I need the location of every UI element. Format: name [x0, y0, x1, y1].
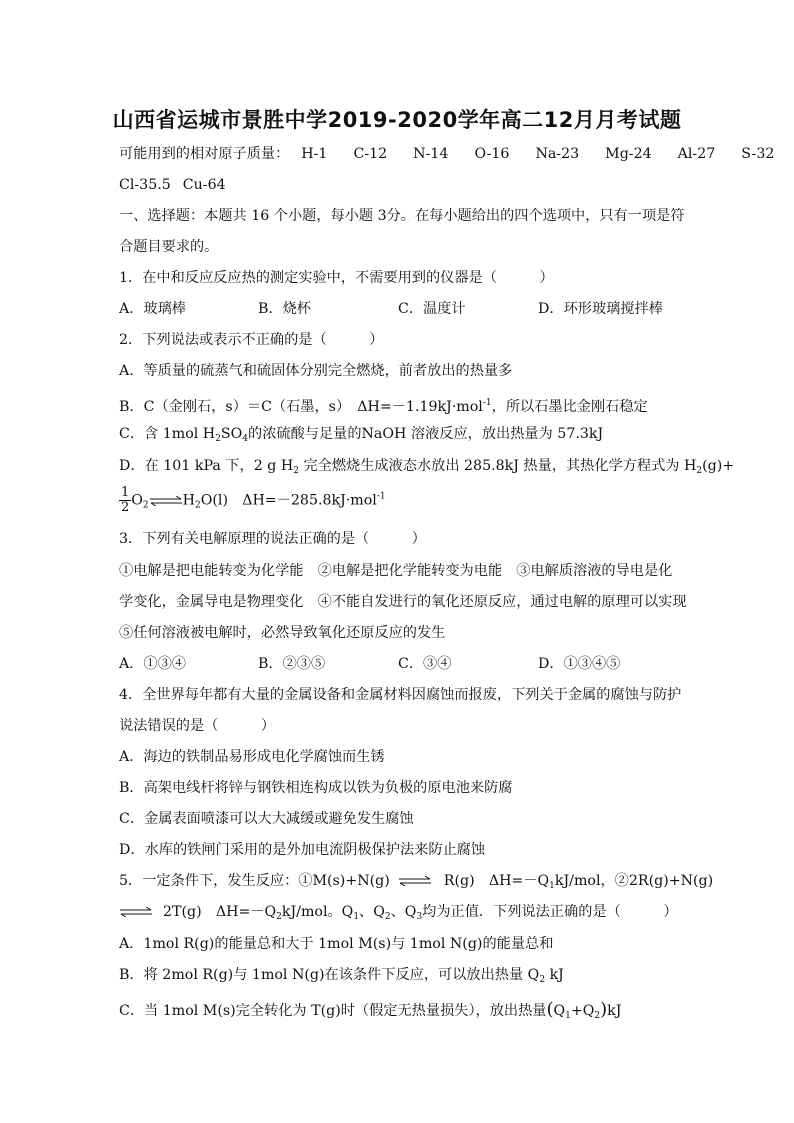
mass-item: Mg-24	[605, 146, 652, 162]
question-4-option-c: C．金属表面喷漆可以大大减缓或避免发生腐蚀	[119, 811, 414, 827]
text: kJ	[545, 967, 564, 983]
superscript: -1	[482, 398, 492, 408]
subscript: 2	[276, 912, 282, 922]
one-half-fraction	[119, 486, 131, 515]
text: Q	[553, 1003, 566, 1019]
mass-item: Cl-35.5	[119, 177, 171, 193]
mass-item: C-12	[353, 146, 388, 162]
text: 的浓硫酸与足量的NaOH 溶液反应，放出热量为 57.3kJ	[248, 426, 604, 442]
question-3-option-a: A．①③④	[119, 656, 186, 672]
section-instructions-line-2: 合题目要求的。	[119, 239, 219, 255]
text: O	[131, 492, 143, 509]
subscript: 2	[215, 434, 221, 444]
question-5-stem-2	[119, 903, 678, 926]
question-3-option-b: B．②③⑤	[258, 656, 326, 672]
question-5-stem-1	[119, 872, 713, 895]
question-3-options	[119, 655, 620, 673]
question-4-option-b: B．高架电线杆将锌与钢铁相连构成以铁为负极的原电池来防腐	[119, 780, 513, 796]
text: R(g) ΔH=－Q	[443, 873, 550, 889]
question-1-option-b: B．烧杯	[258, 301, 311, 317]
fraction-numerator: 1	[121, 485, 130, 500]
subscript: 1	[549, 881, 555, 891]
subscript: 3	[416, 912, 423, 922]
text: B．将 2mol R(g)与 1mol N(g)在该条件下反应，可以放出热量 Q	[119, 967, 540, 983]
atomic-masses-line-1	[119, 145, 774, 163]
subscript: 2	[594, 1011, 601, 1021]
question-3-option-d: D．①③④⑤	[538, 656, 621, 672]
text: SO	[220, 426, 243, 442]
mass-item: Cu-64	[182, 177, 226, 193]
mass-item: Na-23	[535, 146, 580, 162]
subscript: 2	[195, 500, 201, 511]
question-2-stem: 2．下列说法或表示不正确的是（ ）	[119, 332, 384, 348]
atomic-masses-line-2	[119, 176, 226, 194]
question-4-stem-2: 说法错误的是（ ）	[119, 718, 276, 734]
text: kJ/mol，②2R(g)+N(g)	[554, 873, 714, 889]
mass-item: Al-27	[677, 146, 716, 162]
text: +Q	[570, 1003, 595, 1019]
subscript: 1	[565, 1011, 571, 1021]
equilibrium-arrow-icon	[119, 907, 153, 917]
question-2-option-b	[119, 394, 648, 416]
question-1-option-c: C．温度计	[398, 301, 466, 317]
text: 、Q	[390, 904, 417, 920]
question-4-option-d: D．水库的铁闸门采用的是外加电流阴极保护法来防止腐蚀	[119, 842, 486, 858]
text: C．当 1mol M(s)完全转化为 T(g)时（假定无热量损失），放出热量	[119, 1003, 547, 1019]
question-2-option-b-tail: ，所以石墨比金刚石稳定	[491, 399, 648, 415]
mass-item: H-1	[301, 146, 328, 162]
equilibrium-arrow-icon	[149, 496, 183, 506]
text: C．含 1mol H	[119, 426, 216, 442]
question-2-option-d	[119, 457, 734, 480]
fraction-denominator: 2	[121, 500, 130, 515]
question-1-option-d: D．环形玻璃搅拌棒	[538, 301, 663, 317]
paren-close: )	[600, 999, 608, 1020]
question-3-statements-3: ⑤任何溶液被电解时，必然导致氧化还原反应的发生	[119, 625, 446, 641]
question-3-statements-2: 学变化，金属导电是物理变化 ④不能自发进行的氧化还原反应，通过电解的原理可以实现	[119, 594, 687, 610]
question-1-options	[119, 300, 663, 318]
question-2-option-a: A．等质量的硫蒸气和硫固体分别完全燃烧，前者放出的热量多	[119, 363, 513, 379]
question-2-option-b-text: B．C（金刚石，s）＝C（石墨，s） ΔH=－1.19kJ·mol	[119, 399, 483, 415]
question-5-option-b	[119, 966, 564, 989]
exam-title: 山西省运城市景胜中学2019-2020学年高二12月月考试题	[112, 108, 682, 132]
subscript: 1	[353, 912, 360, 922]
subscript: 2	[384, 912, 391, 922]
question-1-option-a: A．玻璃棒	[119, 301, 186, 317]
section-instructions-line-1: 一、选择题：本题共 16 个小题，每小题 3分。在每小题给出的四个选项中，只有一项是符	[119, 208, 685, 224]
text: H	[182, 492, 196, 509]
text: kJ	[607, 1003, 622, 1019]
subscript: 2	[696, 466, 703, 476]
subscript: 4	[242, 434, 249, 444]
text: D．在 101 kPa 下，2 g H	[119, 458, 294, 474]
atomic-masses-label: 可能用到的相对原子质量：	[119, 146, 290, 162]
text: 2T(g) ΔH=－Q	[163, 904, 277, 920]
mass-item: S-32	[741, 146, 775, 162]
text: O(l) ΔH=－285.8kJ·mol	[200, 492, 377, 509]
text: (g)+	[702, 458, 735, 474]
question-3-option-c: C．③④	[398, 656, 452, 672]
text: 、Q	[359, 904, 385, 920]
paren-open: (	[546, 999, 554, 1020]
question-2-option-c	[119, 425, 603, 448]
question-5-option-a: A．1mol R(g)的能量总和大于 1mol M(s)与 1mol N(g)的能量总和	[119, 936, 554, 952]
text: 均为正值．下列说法正确的是（ ）	[422, 904, 678, 920]
question-4-option-a: A．海边的铁制品易形成电化学腐蚀而生锈	[119, 749, 385, 765]
question-5-option-c	[119, 1001, 621, 1025]
subscript: 2	[142, 500, 149, 511]
text: kJ/mol。Q	[281, 904, 354, 920]
text: 5．一定条件下，发生反应：①M(s)+N(g)	[119, 873, 390, 889]
question-3-stem: 3．下列有关电解原理的说法正确的是（ ）	[119, 531, 426, 547]
subscript: 2	[539, 975, 546, 985]
mass-item: N-14	[413, 146, 449, 162]
question-2-equation	[119, 486, 386, 515]
equilibrium-arrow-icon	[398, 876, 432, 886]
mass-item: O-16	[474, 146, 510, 162]
question-3-statements-1: ①电解是把电能转变为化学能 ②电解是把化学能转变为电能 ③电解质溶液的导电是化	[119, 563, 673, 579]
superscript: -1	[376, 491, 386, 502]
question-1-stem: 1．在中和反应反应热的测定实验中，不需要用到的仪器是（ ）	[119, 270, 554, 286]
text: 完全燃烧生成液态水放出 285.8kJ 热量，其热化学方程式为 H	[298, 458, 697, 474]
question-4-stem-1: 4．全世界每年都有大量的金属设备和金属材料因腐蚀而报废，下列关于金属的腐蚀与防护	[119, 687, 682, 703]
subscript: 2	[293, 466, 299, 476]
